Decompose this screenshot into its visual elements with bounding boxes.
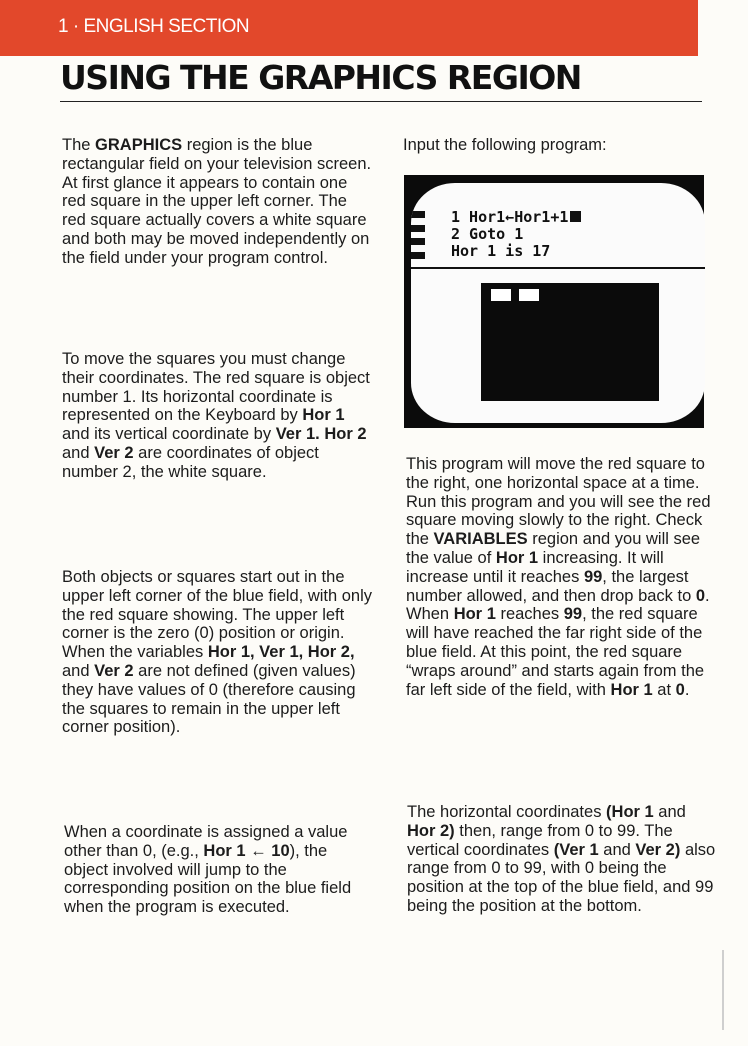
program-line-2: 2 Goto 1: [451, 225, 524, 243]
bold-term: Hor 1: [495, 548, 539, 567]
text-run: and: [653, 803, 686, 821]
text-run: and: [62, 443, 95, 462]
bold-term: (Ver 1: [553, 840, 599, 859]
text-run: The horizontal coordinates: [407, 803, 607, 821]
title-rule: [60, 101, 702, 102]
bold-term: Ver 2: [94, 443, 134, 462]
variable-readout: Hor 1 is 17: [451, 242, 551, 260]
text-run: To move the squares you must change their coordinates. The red square is object number 1. Its horizontal coordinate is represented on the Keyboard by: [62, 350, 370, 425]
bold-term: Hor 1 ← 10: [203, 841, 290, 860]
bold-term: Hor 2): [407, 821, 455, 840]
text-run: then, range from 0 to 99. The vertical coordinates: [407, 821, 673, 859]
text-run: Both objects or squares start out in the upper left corner of the blue field, with only the red square showing. The upper left corner is the zero (0) position or origin. When the variables: [62, 568, 373, 662]
tv-screen: [411, 183, 705, 423]
bold-term: Ver 2): [635, 840, 681, 859]
bold-term: GRAPHICS: [95, 136, 183, 154]
text-run: , the red square will have reached the far right side of the blue field. At this point, the red square “wraps around” and starts again from the far left side of the field, with: [406, 605, 705, 699]
paragraph-coordinates: [62, 350, 372, 482]
text-run: at: [652, 680, 676, 699]
text-run: region and you will see the value of: [406, 530, 701, 567]
text-run: .: [684, 680, 690, 699]
paragraph-origin: [62, 568, 372, 737]
bold-term: Hor 1, Ver 1, Hor 2,: [207, 643, 355, 662]
text-run: The: [62, 136, 96, 154]
section-label: 1 · ENGLISH SECTION: [58, 16, 250, 37]
text-run: and: [62, 661, 95, 680]
tv-screen-illustration: [404, 175, 704, 428]
text-run: ), the object involved will jump to the corresponding position on the blue field when the program is executed.: [64, 841, 352, 917]
text-run: are coordinates of object number 2, the white square.: [62, 443, 319, 481]
page-title: USING THE GRAPHICS REGION: [60, 58, 581, 97]
text-run: reaches: [495, 605, 564, 624]
text-run: This program will move the red square to the right, one horizontal space at a time. Run this program and you will see the red square moving slowly to the right. Check the: [406, 455, 711, 549]
bold-term: 99: [583, 567, 603, 586]
paragraph-program-explanation: [406, 455, 716, 699]
line-marker-icon: [411, 225, 425, 232]
paragraph-assign-value: [64, 823, 374, 917]
bold-term: 0: [695, 586, 706, 605]
square-object-2: [519, 289, 539, 301]
graphics-field: [481, 283, 659, 401]
bold-term: Hor 1: [302, 406, 345, 425]
bold-term: (Hor 1: [606, 803, 654, 821]
text-run: are not defined (given values) they have values of 0 (therefore causing the squares to remain in the upper left corner position).: [62, 661, 356, 737]
square-object-1: [491, 289, 511, 301]
line-marker-icon: [411, 238, 425, 245]
text-run: , the largest number allowed, and then drop back to: [406, 567, 696, 605]
text-run: . When: [406, 586, 710, 624]
bold-term: Hor 1: [610, 680, 653, 699]
bold-term: Ver 2: [94, 661, 134, 680]
text-run: and its vertical coordinate by: [62, 425, 276, 444]
bold-term: 99: [563, 605, 583, 624]
bold-term: Ver 1. Hor 2: [275, 425, 367, 444]
text-run: region is the blue rectangular field on your television screen. At first glance it appears to contain one red square in the upper left corner. The red square actually covers a white square and both may be moved independently on the field under your program control.: [62, 136, 372, 267]
text-run: and: [598, 840, 636, 859]
paragraph-coordinate-ranges: [407, 803, 717, 916]
line-marker-icon: [411, 252, 425, 259]
text-run: When a coordinate is assigned a value other than 0, (e.g.,: [64, 823, 348, 860]
page-edge-mark: [722, 950, 724, 1030]
paragraph-graphics-intro: [62, 136, 372, 268]
bold-term: 0: [675, 680, 685, 699]
program-line-1: 1 Hor1←Hor1+1: [451, 209, 581, 225]
line-marker-icon: [411, 211, 425, 218]
bold-term: Hor 1: [453, 605, 496, 624]
section-header-band: [0, 0, 698, 56]
region-divider: [411, 267, 705, 269]
bold-term: VARIABLES: [433, 530, 528, 549]
program-intro: Input the following program:: [403, 136, 607, 154]
text-run: also range from 0 to 99, with 0 being the position at the top of the blue field, and 99 being the position at the bottom.: [407, 840, 716, 915]
text-run: increasing. It will increase until it reaches: [406, 548, 664, 586]
cursor-icon: [570, 211, 581, 222]
